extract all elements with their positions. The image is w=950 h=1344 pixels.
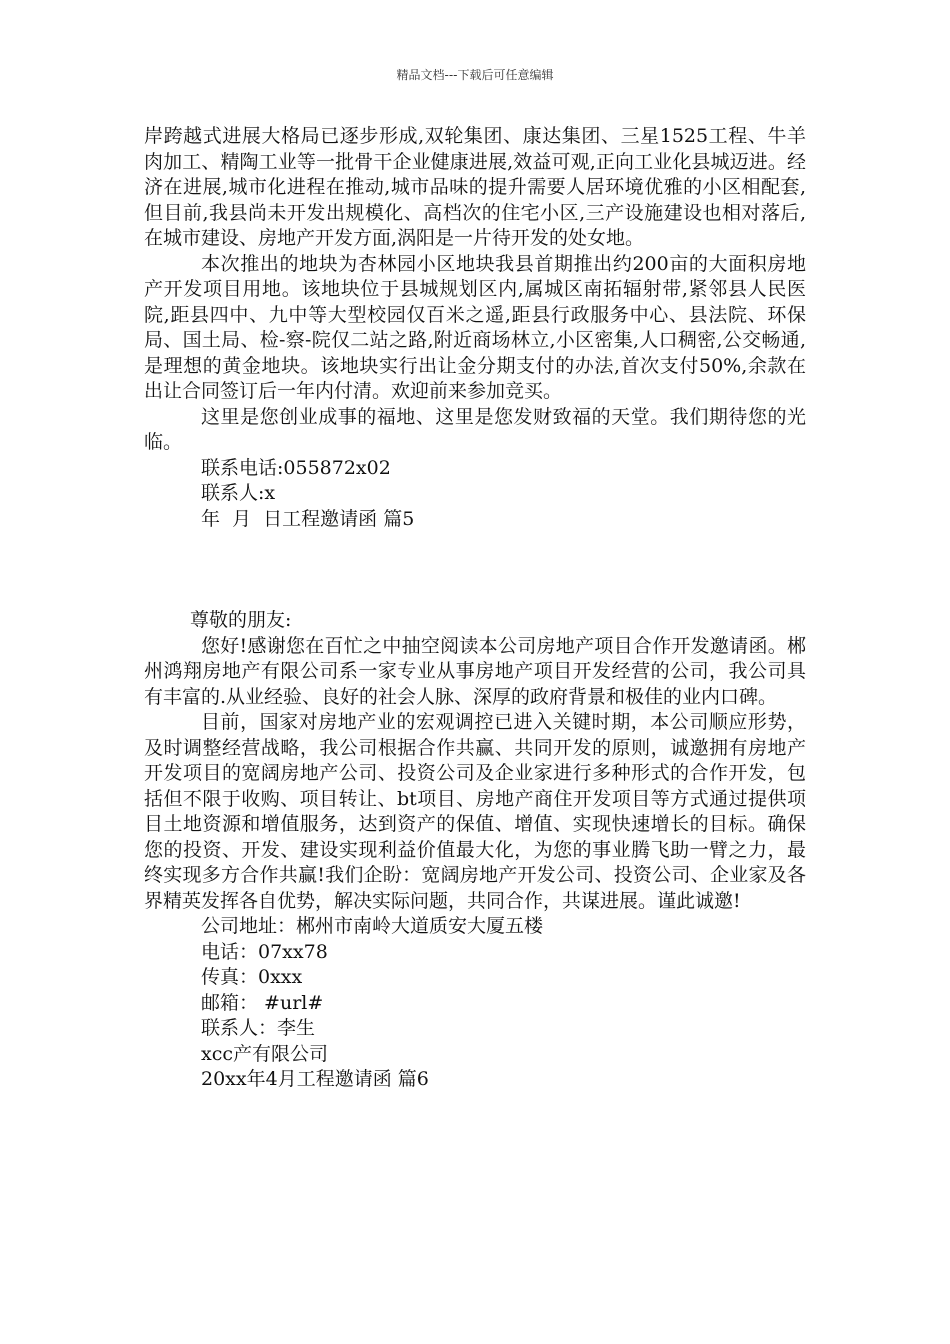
company-tel: 电话：07xx78 <box>201 940 328 963</box>
paragraph-introduction: 您好!感谢您在百忙之中抽空阅读本公司房地产项目合作开发邀请函。郴州鸿翔房地产有限公司系一家专业从事房地产项目开发经营的公司，我公司具有丰富的.从业经验、良好的社会人脉、深厚的政府背景和极佳的业内口碑。 <box>144 634 806 708</box>
paragraph-welcome: 这里是您创业成事的福地、这里是您发财致福的天堂。我们期待您的光临。 <box>144 405 806 453</box>
section-title-5: 年 月 日工程邀请函 篇5 <box>201 507 415 530</box>
paragraph-land-parcel: 本次推出的地块为杏林园小区地块我县首期推出约200亩的大面积房地产开发项目用地。该地块位于县城规划区内,属城区南拓辐射带,紧邻县人民医院,距县四中、九中等大型校园仅百米之遥,距县行政服务中心、县法院、环保局、国土局、检-察-院仅二站之路,附近商场林立,小区密集,人口稠密,公交畅通,是理想的黄金地块。该地块实行出让金分期支付的办法,首次支付50%,余款在出让合同签订后一年内付清。欢迎前来参加竞买。 <box>144 252 806 402</box>
company-contact: 联系人：李生 <box>201 1017 316 1039</box>
paragraph-city-development: 岸跨越式进展大格局已逐步形成,双轮集团、康达集团、三星1525工程、牛羊肉加工、精陶工业等一批骨干企业健康进展,效益可观,正向工业化县城迈进。经济在进展,城市化进程在推动,城市品味的提升需要人居环境优雅的小区相配套,但目前,我县尚未开发出规模化、高档次的住宅小区,三产设施建设也相对落后,在城市建设、房地产开发方面,涡阳是一片待开发的处女地。 <box>144 125 806 249</box>
page-header: 精品文档---下载后可任意编辑 <box>396 68 554 82</box>
section-title-6: 20xx年4月工程邀请函 篇6 <box>201 1068 429 1090</box>
document-body <box>144 124 806 1093</box>
company-email: 邮箱： #url# <box>201 991 324 1014</box>
contact-phone: 联系电话:055872x02 <box>201 456 391 479</box>
section-spacer <box>144 532 806 608</box>
company-address: 公司地址：郴州市南岭大道质安大厦五楼 <box>201 915 544 937</box>
paragraph-cooperation: 目前，国家对房地产业的宏观调控已进入关键时期，本公司顺应形势，及时调整经营战略，我公司根据合作共赢、共同开发的原则，诚邀拥有房地产开发项目的宽阔房地产公司、投资公司及企业家进行多种形式的合作开发，包括但不限于收购、项目转让、bt项目、房地产商住开发项目等方式通过提供项目土地资源和增值服务，达到资产的保值、增值、实现快速增长的目标。确保您的投资、开发、建设实现利益价值最大化，为您的事业腾飞助一臂之力，最终实现多方合作共赢!我们企盼：宽阔房地产开发公司、投资公司、企业家及各界精英发挥各自优势，解决实际问题，共同合作，共谋进展。谨此诚邀! <box>144 711 806 912</box>
company-fax: 传真：0xxx <box>201 966 303 988</box>
contact-person: 联系人:x <box>201 482 276 504</box>
greeting: 尊敬的朋友: <box>190 609 292 631</box>
company-name: xcc产有限公司 <box>201 1042 328 1065</box>
